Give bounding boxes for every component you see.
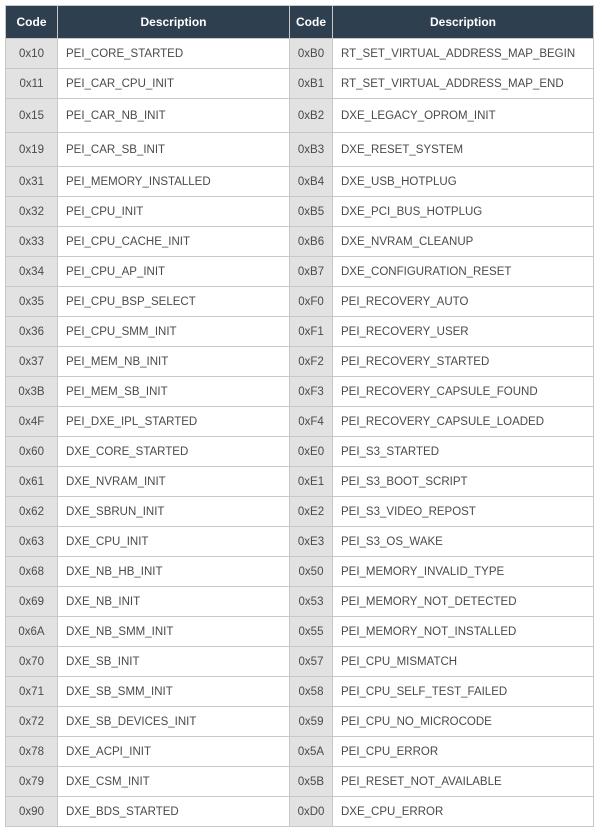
table-row [6, 767, 594, 797]
cell-code-right: 0xB3 [290, 133, 333, 167]
cell-description-right: DXE_CONFIGURATION_RESET [333, 257, 594, 287]
cell-description-right: DXE_RESET_SYSTEM [333, 133, 594, 167]
table-row [6, 407, 594, 437]
cell-code-left: 0x34 [6, 257, 58, 287]
cell-description-right: PEI_RECOVERY_USER [333, 317, 594, 347]
table-row [6, 677, 594, 707]
cell-code-left: 0x60 [6, 437, 58, 467]
cell-description-right: PEI_RECOVERY_CAPSULE_FOUND [333, 377, 594, 407]
status-code-table [5, 5, 594, 827]
table-row [6, 99, 594, 133]
cell-description-right: PEI_RECOVERY_STARTED [333, 347, 594, 377]
cell-description-left: PEI_DXE_IPL_STARTED [58, 407, 290, 437]
header-code-right: Code [290, 6, 333, 39]
table-row [6, 347, 594, 377]
cell-description-right: PEI_CPU_SELF_TEST_FAILED [333, 677, 594, 707]
cell-code-left: 0x70 [6, 647, 58, 677]
table-row [6, 167, 594, 197]
cell-code-left: 0x62 [6, 497, 58, 527]
cell-code-left: 0x33 [6, 227, 58, 257]
cell-description-right: RT_SET_VIRTUAL_ADDRESS_MAP_BEGIN [333, 39, 594, 69]
cell-description-right: DXE_NVRAM_CLEANUP [333, 227, 594, 257]
table-row [6, 707, 594, 737]
cell-description-left: DXE_CORE_STARTED [58, 437, 290, 467]
table-row [6, 587, 594, 617]
cell-description-right: PEI_MEMORY_NOT_DETECTED [333, 587, 594, 617]
cell-description-right: RT_SET_VIRTUAL_ADDRESS_MAP_END [333, 69, 594, 99]
header-description-left: Description [58, 6, 290, 39]
cell-code-right: 0x59 [290, 707, 333, 737]
cell-code-left: 0x37 [6, 347, 58, 377]
cell-code-left: 0x78 [6, 737, 58, 767]
table-row [6, 227, 594, 257]
cell-code-right: 0x57 [290, 647, 333, 677]
table-row [6, 647, 594, 677]
cell-description-left: PEI_CPU_AP_INIT [58, 257, 290, 287]
cell-description-left: PEI_CPU_BSP_SELECT [58, 287, 290, 317]
cell-code-right: 0xF0 [290, 287, 333, 317]
header-code-left: Code [6, 6, 58, 39]
cell-description-right: DXE_USB_HOTPLUG [333, 167, 594, 197]
table-row [6, 617, 594, 647]
cell-description-left: PEI_CORE_STARTED [58, 39, 290, 69]
cell-code-right: 0xB5 [290, 197, 333, 227]
cell-description-right: PEI_MEMORY_NOT_INSTALLED [333, 617, 594, 647]
cell-code-left: 0x90 [6, 797, 58, 827]
cell-code-left: 0x3B [6, 377, 58, 407]
cell-code-right: 0xB0 [290, 39, 333, 69]
cell-code-right: 0xE3 [290, 527, 333, 557]
cell-code-left: 0x61 [6, 467, 58, 497]
cell-description-left: PEI_CAR_SB_INIT [58, 133, 290, 167]
cell-description-left: DXE_NB_HB_INIT [58, 557, 290, 587]
table-row [6, 797, 594, 827]
cell-code-left: 0x36 [6, 317, 58, 347]
table-row [6, 437, 594, 467]
table-row [6, 467, 594, 497]
cell-code-right: 0x5B [290, 767, 333, 797]
cell-code-right: 0xE1 [290, 467, 333, 497]
cell-code-right: 0x58 [290, 677, 333, 707]
cell-code-right: 0xF3 [290, 377, 333, 407]
cell-description-right: PEI_S3_STARTED [333, 437, 594, 467]
cell-description-right: PEI_S3_VIDEO_REPOST [333, 497, 594, 527]
cell-code-left: 0x35 [6, 287, 58, 317]
cell-description-left: DXE_CPU_INIT [58, 527, 290, 557]
table-header-row [6, 6, 594, 39]
cell-description-left: DXE_SB_DEVICES_INIT [58, 707, 290, 737]
table-row [6, 557, 594, 587]
cell-code-right: 0xF1 [290, 317, 333, 347]
cell-code-right: 0x53 [290, 587, 333, 617]
cell-description-right: DXE_PCI_BUS_HOTPLUG [333, 197, 594, 227]
cell-code-left: 0x4F [6, 407, 58, 437]
cell-code-left: 0x19 [6, 133, 58, 167]
table-row [6, 377, 594, 407]
cell-code-left: 0x31 [6, 167, 58, 197]
cell-code-right: 0xB2 [290, 99, 333, 133]
cell-code-right: 0x50 [290, 557, 333, 587]
header-description-right: Description [333, 6, 594, 39]
cell-description-right: PEI_MEMORY_INVALID_TYPE [333, 557, 594, 587]
cell-description-left: PEI_MEMORY_INSTALLED [58, 167, 290, 197]
cell-description-left: PEI_CAR_NB_INIT [58, 99, 290, 133]
cell-description-right: PEI_S3_OS_WAKE [333, 527, 594, 557]
table-body [6, 39, 594, 827]
cell-code-right: 0x55 [290, 617, 333, 647]
cell-description-right: PEI_RESET_NOT_AVAILABLE [333, 767, 594, 797]
cell-description-right: PEI_CPU_NO_MICROCODE [333, 707, 594, 737]
cell-description-left: DXE_ACPI_INIT [58, 737, 290, 767]
cell-description-left: PEI_CPU_CACHE_INIT [58, 227, 290, 257]
cell-description-left: DXE_SBRUN_INIT [58, 497, 290, 527]
cell-code-left: 0x68 [6, 557, 58, 587]
cell-description-right: PEI_RECOVERY_AUTO [333, 287, 594, 317]
cell-code-right: 0xE0 [290, 437, 333, 467]
cell-code-right: 0xB4 [290, 167, 333, 197]
cell-description-left: PEI_CPU_SMM_INIT [58, 317, 290, 347]
cell-code-right: 0xD0 [290, 797, 333, 827]
cell-code-left: 0x63 [6, 527, 58, 557]
cell-code-left: 0x10 [6, 39, 58, 69]
cell-code-right: 0xB1 [290, 69, 333, 99]
table-row [6, 257, 594, 287]
cell-code-left: 0x15 [6, 99, 58, 133]
table-row [6, 69, 594, 99]
table-row [6, 317, 594, 347]
cell-description-right: PEI_S3_BOOT_SCRIPT [333, 467, 594, 497]
cell-description-left: PEI_MEM_SB_INIT [58, 377, 290, 407]
cell-code-left: 0x69 [6, 587, 58, 617]
cell-description-left: PEI_CPU_INIT [58, 197, 290, 227]
cell-code-left: 0x71 [6, 677, 58, 707]
cell-code-left: 0x6A [6, 617, 58, 647]
table-row [6, 287, 594, 317]
cell-description-left: DXE_SB_INIT [58, 647, 290, 677]
cell-description-right: DXE_LEGACY_OPROM_INIT [333, 99, 594, 133]
cell-description-left: DXE_NVRAM_INIT [58, 467, 290, 497]
cell-code-left: 0x32 [6, 197, 58, 227]
cell-description-left: DXE_NB_SMM_INIT [58, 617, 290, 647]
cell-code-right: 0xF4 [290, 407, 333, 437]
cell-description-right: PEI_CPU_MISMATCH [333, 647, 594, 677]
table-row [6, 497, 594, 527]
cell-description-right: PEI_RECOVERY_CAPSULE_LOADED [333, 407, 594, 437]
cell-description-left: PEI_MEM_NB_INIT [58, 347, 290, 377]
cell-code-right: 0xF2 [290, 347, 333, 377]
cell-code-left: 0x79 [6, 767, 58, 797]
cell-code-left: 0x11 [6, 69, 58, 99]
table-row [6, 39, 594, 69]
table-row [6, 737, 594, 767]
cell-code-right: 0x5A [290, 737, 333, 767]
table-row [6, 197, 594, 227]
cell-code-right: 0xE2 [290, 497, 333, 527]
cell-description-left: DXE_BDS_STARTED [58, 797, 290, 827]
cell-description-left: PEI_CAR_CPU_INIT [58, 69, 290, 99]
cell-code-right: 0xB6 [290, 227, 333, 257]
table-row [6, 527, 594, 557]
table-row [6, 133, 594, 167]
cell-code-left: 0x72 [6, 707, 58, 737]
cell-description-left: DXE_CSM_INIT [58, 767, 290, 797]
cell-code-right: 0xB7 [290, 257, 333, 287]
cell-description-left: DXE_NB_INIT [58, 587, 290, 617]
cell-description-right: DXE_CPU_ERROR [333, 797, 594, 827]
cell-description-right: PEI_CPU_ERROR [333, 737, 594, 767]
cell-description-left: DXE_SB_SMM_INIT [58, 677, 290, 707]
